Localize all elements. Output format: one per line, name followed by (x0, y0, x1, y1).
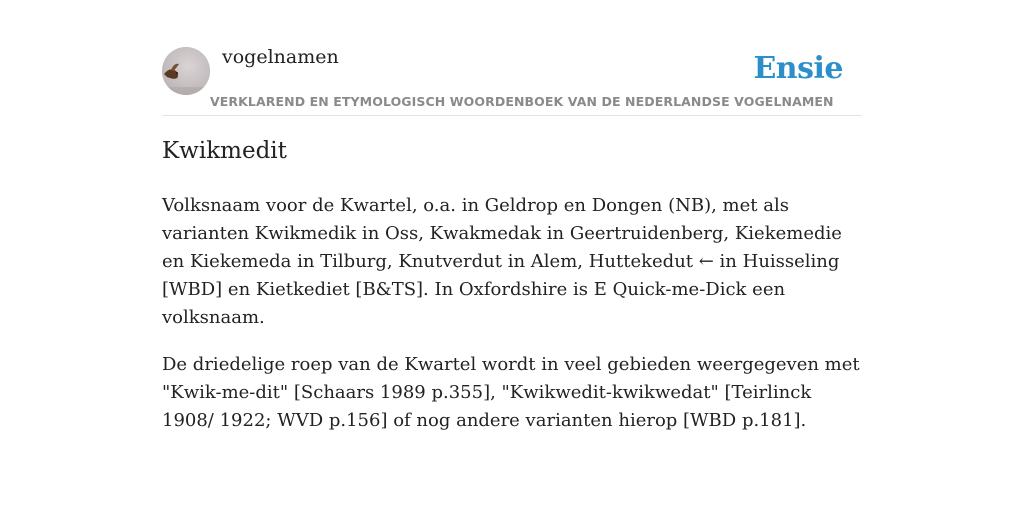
entry-title: Kwikmedit (162, 138, 287, 164)
entry-paragraph-1: Volksnaam voor de Kwartel, o.a. in Geldrop en Dongen (NB), met als varianten Kwikmedik in Oss, Kwakmedak in Geertruidenberg, Kiekemedie en Kiekemeda in Tilburg, Knutverdut in Alem, Huttekedut ← in Huisseling [WBD] en Kietkediet [B&TS]. In Oxfordshire is E Quick-me-Dick een volksnaam. (162, 195, 842, 328)
site-name[interactable]: vogelnamen (222, 46, 339, 68)
site-subtitle: VERKLAREND EN ETYMOLOGISCH WOORDENBOEK VAN DE NEDERLANDSE VOGELNAMEN (210, 94, 834, 109)
ensie-logo-link[interactable]: Ensie (753, 51, 843, 86)
page-container (162, 0, 862, 431)
entry-body (162, 192, 862, 454)
site-header (162, 0, 862, 116)
bird-photo-icon (162, 47, 210, 95)
entry-paragraph-2: De driedelige roep van de Kwartel wordt in veel gebieden weergegeven met "Kwik-me-dit" [Schaars 1989 p.355], "Kwikwedit-kwikwedat" [Teirlinck 1908/ 1922; WVD p.156] of nog andere varianten hierop [WBD p.181]. (162, 354, 860, 431)
avatar[interactable] (162, 47, 210, 95)
